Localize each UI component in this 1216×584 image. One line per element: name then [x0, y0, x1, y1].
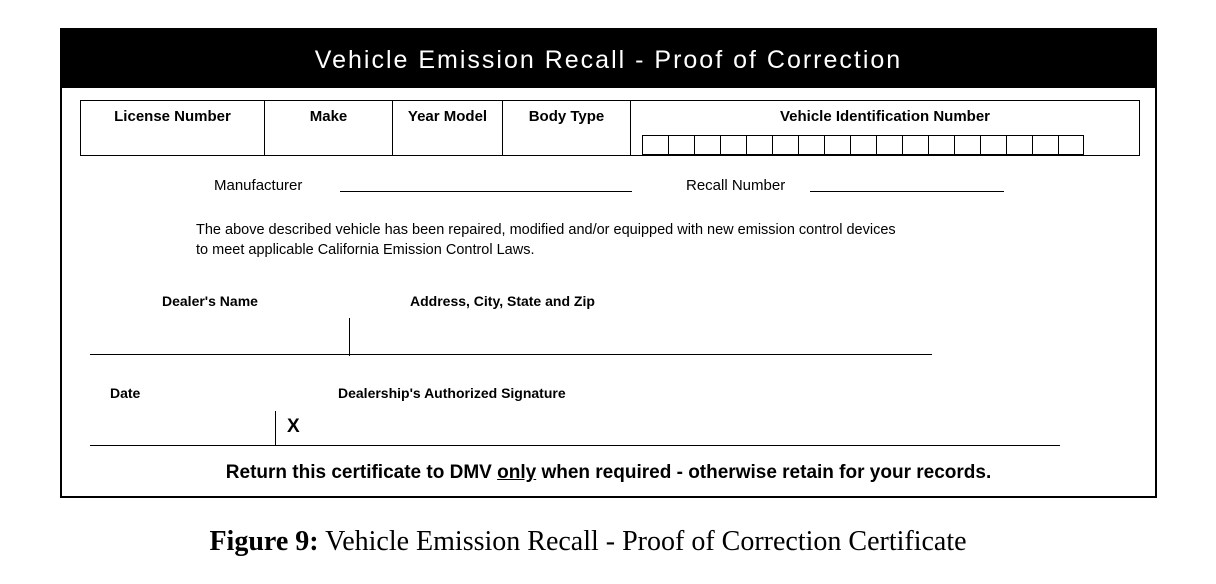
figure-caption	[0, 526, 1176, 558]
footer-text-before: Return this certificate to DMV	[225, 462, 498, 483]
figure-caption-text: Vehicle Emission Recall - Proof of Correction Certificate	[318, 526, 967, 557]
vin-character-box[interactable]	[1058, 135, 1084, 155]
recall-number-line[interactable]	[810, 191, 1004, 192]
vin-character-box[interactable]	[1032, 135, 1058, 155]
address-label: Address, City, State and Zip	[410, 293, 595, 309]
vin-character-box[interactable]	[824, 135, 850, 155]
vin-box-row	[642, 135, 1084, 155]
signature-label: Dealership's Authorized Signature	[338, 385, 566, 401]
signature-x-mark: X	[287, 416, 300, 437]
vin-character-box[interactable]	[642, 135, 668, 155]
certificate-title: Vehicle Emission Recall - Proof of Correction	[62, 30, 1155, 88]
vin-character-box[interactable]	[902, 135, 928, 155]
vin-character-box[interactable]	[980, 135, 1006, 155]
statement-line-1: The above described vehicle has been repaired, modified and/or equipped with new emission control devices	[196, 222, 896, 238]
statement-line-2: to meet applicable California Emission Control Laws.	[196, 242, 535, 258]
vin-label: Vehicle Identification Number	[779, 108, 991, 125]
vehicle-info-table	[80, 100, 1140, 156]
vin-character-box[interactable]	[876, 135, 902, 155]
footer-text-after: when required - otherwise retain for your records.	[536, 462, 992, 483]
statement-paragraph	[196, 220, 1096, 260]
vin-character-box[interactable]	[850, 135, 876, 155]
manufacturer-label: Manufacturer	[214, 177, 303, 194]
body-type-header	[503, 101, 631, 155]
vin-character-box[interactable]	[746, 135, 772, 155]
vin-character-box[interactable]	[694, 135, 720, 155]
vin-character-box[interactable]	[1006, 135, 1032, 155]
manufacturer-line[interactable]	[340, 191, 632, 192]
date-signature-line[interactable]	[90, 445, 1060, 446]
year-model-header	[393, 101, 503, 155]
vin-character-box[interactable]	[928, 135, 954, 155]
make-header	[265, 101, 393, 155]
vin-header	[631, 101, 1139, 155]
footer-emphasis: only	[497, 462, 537, 483]
body-type-label: Body Type	[528, 108, 605, 125]
certificate	[60, 28, 1157, 498]
date-signature-divider	[275, 411, 276, 446]
vin-character-box[interactable]	[954, 135, 980, 155]
recall-number-label: Recall Number	[686, 177, 786, 194]
vin-character-box[interactable]	[668, 135, 694, 155]
license-number-header	[81, 101, 265, 155]
date-label: Date	[110, 385, 141, 401]
vin-character-box[interactable]	[772, 135, 798, 155]
dealer-address-divider	[349, 318, 350, 356]
vin-character-box[interactable]	[720, 135, 746, 155]
make-label: Make	[309, 108, 348, 125]
dealer-name-label: Dealer's Name	[162, 293, 258, 309]
dealer-address-line[interactable]	[90, 354, 932, 355]
license-number-label: License Number	[114, 108, 231, 125]
year-model-label: Year Model	[407, 108, 488, 125]
vin-character-box[interactable]	[798, 135, 824, 155]
figure-label: Figure 9:	[209, 526, 319, 557]
return-instructions	[62, 462, 1155, 484]
